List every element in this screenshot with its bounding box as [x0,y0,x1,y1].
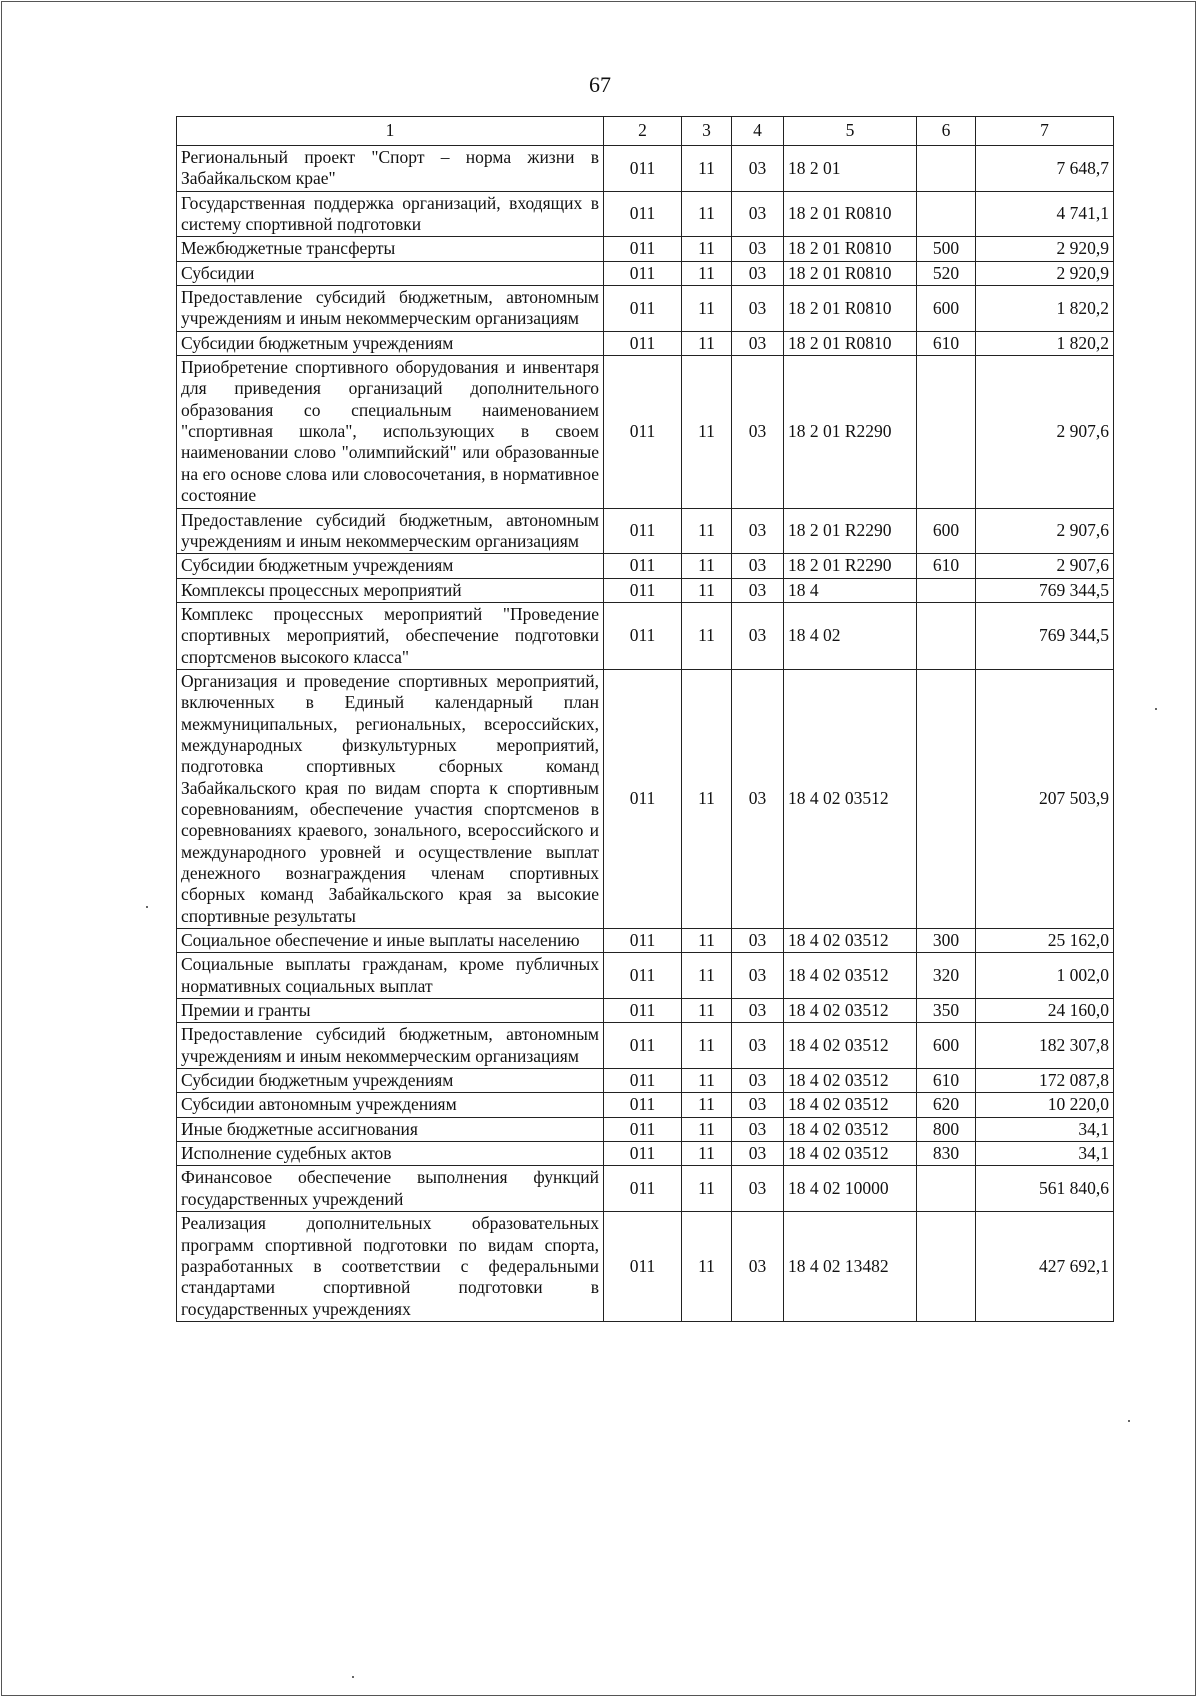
row-amount-cell: 172 087,8 [976,1069,1114,1093]
row-expense-type-cell [917,191,976,237]
row-name-cell: Социальное обеспечение и иные выплаты населению [177,929,604,953]
row-name-cell: Комплекс процессных мероприятий "Проведение спортивных мероприятий, обеспечение подготовки спортсменов высокого класса" [177,602,604,669]
row-expense-type-cell: 610 [917,331,976,355]
row-amount-cell: 1 820,2 [976,331,1114,355]
row-target-article-cell: 18 4 02 03512 [784,999,917,1023]
header-cell: 3 [682,117,732,146]
row-code-admin-cell: 011 [604,1166,682,1212]
table-row [177,669,1114,928]
row-subsection-cell: 03 [732,1212,784,1322]
row-amount-cell: 2 920,9 [976,261,1114,285]
header-cell: 7 [976,117,1114,146]
row-name-cell: Иные бюджетные ассигнования [177,1117,604,1141]
table-row [177,554,1114,578]
row-expense-type-cell [917,146,976,192]
row-expense-type-cell [917,356,976,508]
row-name-cell: Субсидии бюджетным учреждениям [177,1069,604,1093]
row-subsection-cell: 03 [732,1142,784,1166]
row-subsection-cell: 03 [732,261,784,285]
scan-speck [1128,1420,1130,1422]
row-section-cell: 11 [682,1117,732,1141]
row-subsection-cell: 03 [732,999,784,1023]
row-expense-type-cell: 800 [917,1117,976,1141]
row-name-cell: Государственная поддержка организаций, входящих в систему спортивной подготовки [177,191,604,237]
row-expense-type-cell: 600 [917,286,976,332]
row-expense-type-cell [917,1166,976,1212]
row-code-admin-cell: 011 [604,356,682,508]
row-name-cell: Субсидии автономным учреждениям [177,1093,604,1117]
row-amount-cell: 182 307,8 [976,1023,1114,1069]
row-section-cell: 11 [682,331,732,355]
table-row [177,1117,1114,1141]
row-amount-cell: 769 344,5 [976,602,1114,669]
table-row [177,602,1114,669]
row-name-cell: Субсидии [177,261,604,285]
row-code-admin-cell: 011 [604,1142,682,1166]
row-section-cell: 11 [682,1142,732,1166]
row-section-cell: 11 [682,999,732,1023]
row-name-cell: Предоставление субсидий бюджетным, автономным учреждениям и иным некоммерческим организациям [177,1023,604,1069]
row-subsection-cell: 03 [732,1117,784,1141]
row-section-cell: 11 [682,146,732,192]
row-code-admin-cell: 011 [604,508,682,554]
row-section-cell: 11 [682,356,732,508]
row-subsection-cell: 03 [732,146,784,192]
row-expense-type-cell [917,669,976,928]
row-expense-type-cell: 830 [917,1142,976,1166]
header-cell: 6 [917,117,976,146]
row-section-cell: 11 [682,554,732,578]
row-amount-cell: 1 820,2 [976,286,1114,332]
row-subsection-cell: 03 [732,356,784,508]
row-code-admin-cell: 011 [604,554,682,578]
table-row [177,1142,1114,1166]
row-name-cell: Региональный проект "Спорт – норма жизни в Забайкальском крае" [177,146,604,192]
table-row [177,356,1114,508]
row-target-article-cell: 18 4 02 03512 [784,1069,917,1093]
row-target-article-cell: 18 2 01 [784,146,917,192]
row-subsection-cell: 03 [732,602,784,669]
row-code-admin-cell: 011 [604,669,682,928]
header-cell: 2 [604,117,682,146]
table-row [177,191,1114,237]
row-name-cell: Приобретение спортивного оборудования и инвентаря для приведения организаций дополнительного образования со специальным наименованием "спортивная школа", использующих в своем наименовании слово "олимпийский" или образованные на его основе слова или словосочетания, в нормативное состояние [177,356,604,508]
row-amount-cell: 2 907,6 [976,554,1114,578]
row-target-article-cell: 18 2 01 R0810 [784,191,917,237]
row-section-cell: 11 [682,286,732,332]
row-code-admin-cell: 011 [604,191,682,237]
row-expense-type-cell [917,602,976,669]
row-expense-type-cell [917,1212,976,1322]
row-name-cell: Исполнение судебных актов [177,1142,604,1166]
row-amount-cell: 24 160,0 [976,999,1114,1023]
row-amount-cell: 34,1 [976,1117,1114,1141]
row-amount-cell: 561 840,6 [976,1166,1114,1212]
row-amount-cell: 427 692,1 [976,1212,1114,1322]
table-row [177,286,1114,332]
row-expense-type-cell: 500 [917,237,976,261]
row-code-admin-cell: 011 [604,331,682,355]
row-subsection-cell: 03 [732,953,784,999]
row-code-admin-cell: 011 [604,1069,682,1093]
row-amount-cell: 4 741,1 [976,191,1114,237]
row-target-article-cell: 18 2 01 R2290 [784,356,917,508]
row-code-admin-cell: 011 [604,237,682,261]
row-subsection-cell: 03 [732,237,784,261]
row-target-article-cell: 18 4 02 03512 [784,1117,917,1141]
row-expense-type-cell: 600 [917,508,976,554]
row-target-article-cell: 18 2 01 R0810 [784,286,917,332]
row-subsection-cell: 03 [732,929,784,953]
row-section-cell: 11 [682,1212,732,1322]
row-section-cell: 11 [682,602,732,669]
row-code-admin-cell: 011 [604,578,682,602]
table-row [177,261,1114,285]
row-code-admin-cell: 011 [604,286,682,332]
table-row [177,1166,1114,1212]
row-subsection-cell: 03 [732,554,784,578]
table-row [177,953,1114,999]
row-code-admin-cell: 011 [604,261,682,285]
row-name-cell: Субсидии бюджетным учреждениям [177,331,604,355]
row-section-cell: 11 [682,953,732,999]
row-name-cell: Предоставление субсидий бюджетным, автономным учреждениям и иным некоммерческим организациям [177,286,604,332]
row-code-admin-cell: 011 [604,999,682,1023]
row-target-article-cell: 18 4 02 03512 [784,669,917,928]
table-row [177,237,1114,261]
scan-speck [1155,708,1157,710]
row-expense-type-cell [917,578,976,602]
row-section-cell: 11 [682,929,732,953]
row-section-cell: 11 [682,578,732,602]
row-subsection-cell: 03 [732,286,784,332]
row-target-article-cell: 18 4 02 03512 [784,1023,917,1069]
row-target-article-cell: 18 4 02 03512 [784,953,917,999]
row-name-cell: Премии и гранты [177,999,604,1023]
row-target-article-cell: 18 2 01 R2290 [784,508,917,554]
row-code-admin-cell: 011 [604,953,682,999]
row-amount-cell: 207 503,9 [976,669,1114,928]
row-code-admin-cell: 011 [604,1023,682,1069]
table-row [177,1212,1114,1322]
row-section-cell: 11 [682,1023,732,1069]
row-expense-type-cell: 320 [917,953,976,999]
row-target-article-cell: 18 4 02 03512 [784,929,917,953]
row-subsection-cell: 03 [732,1093,784,1117]
row-code-admin-cell: 011 [604,1117,682,1141]
row-expense-type-cell: 300 [917,929,976,953]
row-name-cell: Межбюджетные трансферты [177,237,604,261]
row-target-article-cell: 18 4 02 10000 [784,1166,917,1212]
table-row [177,1093,1114,1117]
row-expense-type-cell: 610 [917,1069,976,1093]
header-cell: 5 [784,117,917,146]
row-expense-type-cell: 350 [917,999,976,1023]
table-row [177,999,1114,1023]
budget-table [176,116,1114,1322]
row-target-article-cell: 18 4 02 [784,602,917,669]
row-name-cell: Предоставление субсидий бюджетным, автономным учреждениям и иным некоммерческим организациям [177,508,604,554]
row-code-admin-cell: 011 [604,146,682,192]
row-section-cell: 11 [682,1069,732,1093]
row-target-article-cell: 18 2 01 R2290 [784,554,917,578]
row-amount-cell: 34,1 [976,1142,1114,1166]
table-row [177,578,1114,602]
row-section-cell: 11 [682,237,732,261]
table-row [177,1023,1114,1069]
row-subsection-cell: 03 [732,508,784,554]
row-amount-cell: 2 907,6 [976,508,1114,554]
row-target-article-cell: 18 2 01 R0810 [784,237,917,261]
row-amount-cell: 10 220,0 [976,1093,1114,1117]
row-amount-cell: 7 648,7 [976,146,1114,192]
table-row [177,331,1114,355]
scan-speck [352,1676,354,1678]
row-section-cell: 11 [682,669,732,928]
row-expense-type-cell: 520 [917,261,976,285]
row-amount-cell: 2 920,9 [976,237,1114,261]
row-expense-type-cell: 620 [917,1093,976,1117]
header-cell: 4 [732,117,784,146]
row-section-cell: 11 [682,1166,732,1212]
scan-speck [146,906,148,908]
table-header-row [177,117,1114,146]
row-target-article-cell: 18 2 01 R0810 [784,331,917,355]
row-subsection-cell: 03 [732,331,784,355]
row-amount-cell: 1 002,0 [976,953,1114,999]
row-subsection-cell: 03 [732,578,784,602]
row-name-cell: Организация и проведение спортивных мероприятий, включенных в Единый календарный план межмуниципальных, региональных, всероссийских, международных физкультурных мероприятий, подготовка спортивных сборных команд Забайкальского края по видам спорта к спортивным соревнованиям, обеспечение участия спортсменов в соревнованиях краевого, зонального, всероссийского и международного уровней и осуществление выплат денежного вознаграждения членам спортивных сборных команд Забайкальского края за высокие спортивные результаты [177,669,604,928]
row-target-article-cell: 18 2 01 R0810 [784,261,917,285]
row-section-cell: 11 [682,508,732,554]
row-target-article-cell: 18 4 02 03512 [784,1093,917,1117]
table-row [177,146,1114,192]
row-target-article-cell: 18 4 02 03512 [784,1142,917,1166]
row-code-admin-cell: 011 [604,1212,682,1322]
table-row [177,929,1114,953]
row-subsection-cell: 03 [732,191,784,237]
row-amount-cell: 2 907,6 [976,356,1114,508]
row-code-admin-cell: 011 [604,929,682,953]
row-name-cell: Социальные выплаты гражданам, кроме публичных нормативных социальных выплат [177,953,604,999]
row-amount-cell: 25 162,0 [976,929,1114,953]
row-section-cell: 11 [682,1093,732,1117]
row-amount-cell: 769 344,5 [976,578,1114,602]
page-number: 67 [589,72,611,97]
row-expense-type-cell: 610 [917,554,976,578]
row-name-cell: Комплексы процессных мероприятий [177,578,604,602]
row-subsection-cell: 03 [732,1166,784,1212]
row-target-article-cell: 18 4 02 13482 [784,1212,917,1322]
row-target-article-cell: 18 4 [784,578,917,602]
row-name-cell: Финансовое обеспечение выполнения функций государственных учреждений [177,1166,604,1212]
row-section-cell: 11 [682,191,732,237]
row-code-admin-cell: 011 [604,1093,682,1117]
row-subsection-cell: 03 [732,669,784,928]
row-name-cell: Субсидии бюджетным учреждениям [177,554,604,578]
row-code-admin-cell: 011 [604,602,682,669]
row-subsection-cell: 03 [732,1069,784,1093]
row-name-cell: Реализация дополнительных образовательных программ спортивной подготовки по видам спорта, разработанных в соответствии с федеральными стандартами спортивной подготовки в государственных учреждениях [177,1212,604,1322]
row-section-cell: 11 [682,261,732,285]
table-row [177,508,1114,554]
row-subsection-cell: 03 [732,1023,784,1069]
header-cell: 1 [177,117,604,146]
row-expense-type-cell: 600 [917,1023,976,1069]
table-row [177,1069,1114,1093]
